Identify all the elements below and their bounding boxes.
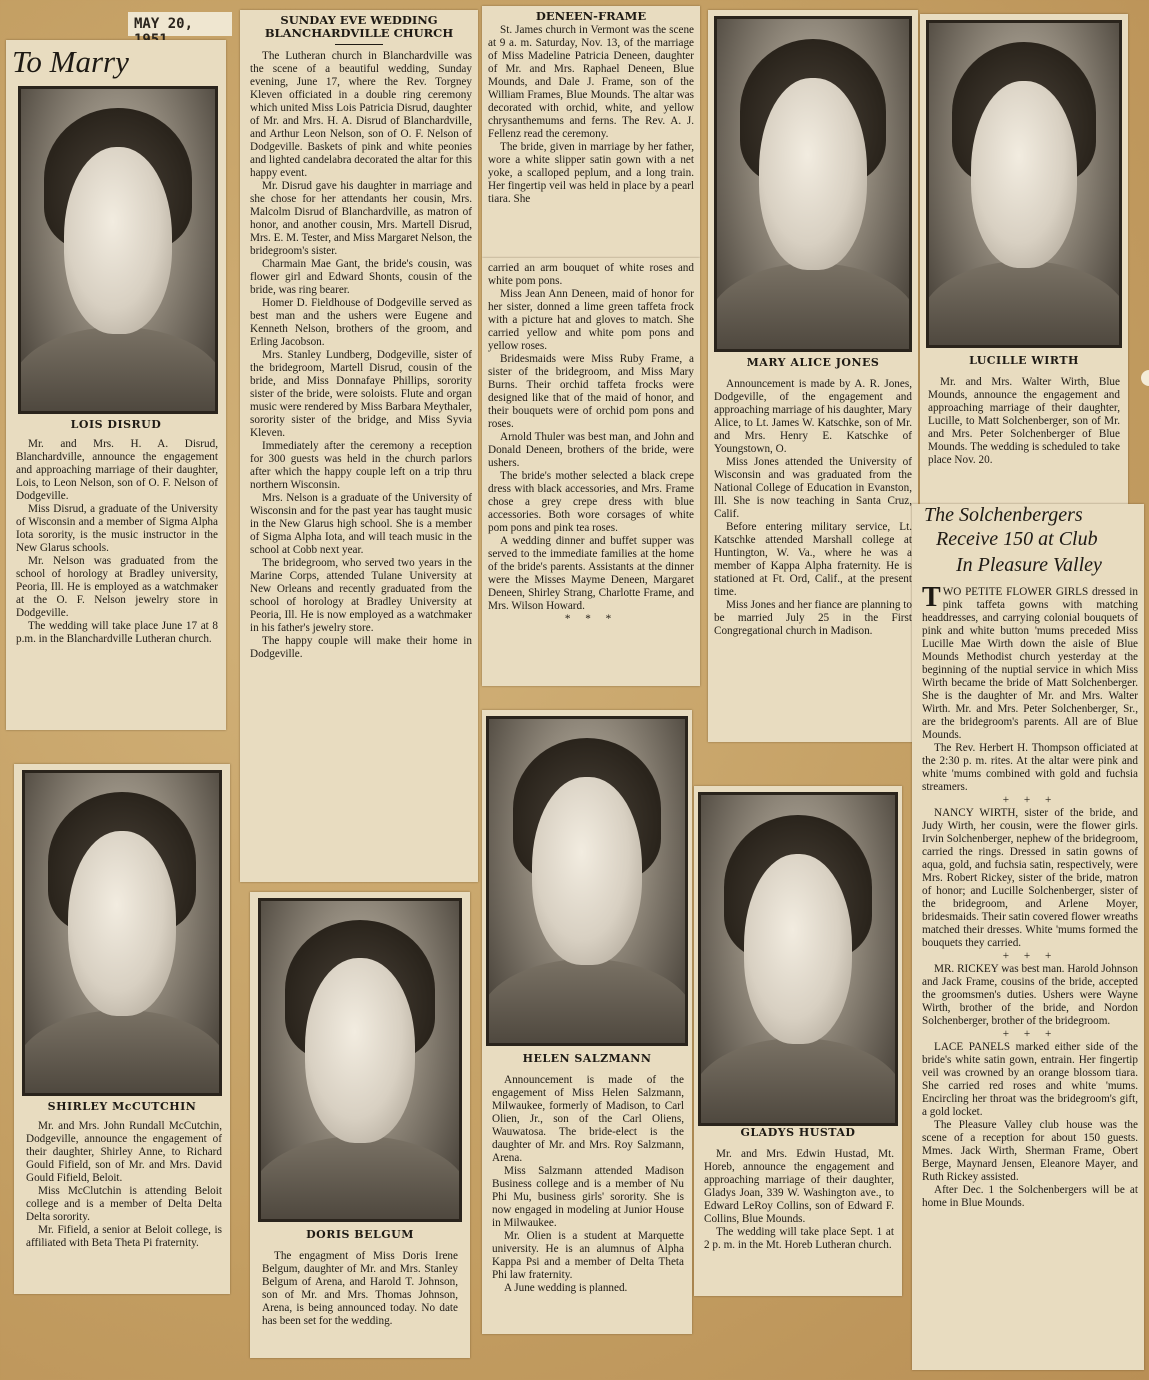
article-deneen-part1: St. James church in Vermont was the scene at 9 a. m. Saturday, Nov. 13, of the marriage of Miss Madeline Patricia Deneen, daughter of Mr. and Mrs. Raphael Deneen, Blue Mounds, and Dale J. Frame, son of the William Frames, Blue Mounds. The altar was decorated with orchid, white, and yellow chrysanthemums and ferns. The Rev. A. J. Fellenz read the ceremony. The bride, given in marriage by her father, wore a white slipper satin gown with a net yoke, a scalloped peplum, and a long train. Her fingertip veil was held in place by a pearl tiara. She <box>488 24 694 205</box>
headline-deneen-frame: DENEEN-FRAME <box>535 9 647 23</box>
clipping-deneen-frame-top <box>482 6 700 258</box>
article-helen: Announcement is made of the engagement of Miss Helen Salzmann, Milwaukee, formerly of Madison, to Carl Olien, Jr., son of the Carl Oliens, Wauwatosa. The bride-elect is the daughter of Mr. and Mrs. Roy Salzmann, Arena. Miss Salzmann attended Madison Business college and is a member of Nu Phi Mu, business girls' sorority. She is now engaged in modeling at Junior House in Milwaukee. Mr. Olien is a student at Marquette university. He is an alumnus of Alpha Kappa Psi and a member of Delta Theta Phi law fraternity. A June wedding is planned. <box>492 1074 684 1294</box>
headline-solchenbergers-line1: The Solchenbergers <box>924 504 1083 526</box>
drop-cap: T <box>922 582 941 613</box>
article-sunday-wedding: The Lutheran church in Blanchardville was the scene of a beautiful wedding, Sunday evening, June 17, where the Rev. Torgney Kleven officiated in a double ring ceremony which united Miss Lois Patricia Disrud, daughter of Mr. and Mrs. H. A. Disrud of Blanchardville, and Arthur Leon Nelson, son of O. F. Nelson of Dodgeville. Baskets of pink and white peonies and lighted candelabra decorated the altar for this happy event. Mr. Disrud gave his daughter in marriage and she chose for her attendants her cousin, Mrs. Malcolm Disrud of Blanchardville, as matron of honor, and another cousin, Mrs. Martell Disrud, Mrs. E. M. Tester, and Miss Margaret Nelson, the bridegroom's sister. Charmain Mae Gant, the bride's cousin, was flower girl and Edward Shonts, cousin of the bride, was ring bearer. Homer D. Fieldhouse of Dodgeville served as best man and the ushers were Eugene and Kenneth Nelson, brothers of the groom, and Erling Jacobson. Mrs. Stanley Lundberg, Dodgeville, sister of the bridegroom, Martell Disrud, cousin of the bride, and Miss Donnafaye Phillips, sorority sister of the bride, were soloists. Flute and organ music were rendered by Miss Barbara Meythaler, sorority sister of the bridge, and Miss Syvia Kleven. Immediately after the ceremony a reception for 300 guests was held in the church parlors after which the happy couple left on a trip thru northern Wisconsin. Mrs. Nelson is a graduate of the University of Wisconsin and for the past year has taught music in the New Glarus high school. She is a member of Sigma Alpha Iota, and will teach music in the school at Cobb next year. The bridegroom, who served two years in the Marine Corps, attended Tulane University at New Orleans and recently graduated from the school of horology at Bradley University at Peoria, Ill. He is now employed as a watchmaker in his father's jewelry store. The happy couple will make their home in Dodgeville. <box>250 50 472 660</box>
article-solchenbergers: T WO PETITE FLOWER GIRLS dressed in pink taffeta gowns with matching headdresses, and carrying colonial bouquets of pink and white button 'mums preceded Miss Lucille Mae Wirth down the aisle of Blue Mounds Methodist church yesterday at the beginning of the nuptial service in which Miss Wirth became the bride of Matt Solchenberger. She is the daughter of Mr. and Mrs. Walter Wirth. Mr. and Mrs. Peter Solchenberger, Sr., are the bridegroom's parents. All are of Blue Mounds. The Rev. Herbert H. Thompson officiated at the 2:30 p. m. rites. At the altar were pink and white 'mums combined with gold and fuchsia streamers. + + + NANCY WIRTH, sister of the bride, and Judy Wirth, her cousin, were the flower girls. Irvin Solchenberger, nephew of the bridegroom, carried the rings. Dressed in satin gowns of aqua, gold, and fuchsia satin, respectively, were Mrs. Robert Rickey, sister of the bride, matron of honor; and Lucille Solchenberger, sister of the bridegroom, and Arlene Moyer, bridesmaids. Their satin covered flower wreaths matched their dresses. White 'mums formed the bouquets they carried. + + + MR. RICKEY was best man. Harold Johnson and Jack Frame, cousins of the bride, accepted the groomsmen's duties. Ushers were Wayne Wirth, brother of the bride, and Nordon Solchenberger, brother of the bridegroom. + + + LACE PANELS marked either side of the bride's white satin gown, entrain. Her fingertip veil was crowned by an orange blossom tiara. She carried red roses and white 'mums. Encircling her throat was the bridegroom's gift, a gold locket. The Pleasure Valley club house was the scene of a reception for about 150 guests. Mmes. Jack Wirth, Sherman Frame, Obert Berge, Maynard Jensen, Eleanore Mayer, and Ruth Rickey assisted. After Dec. 1 the Solchenbergers will be at home in Blue Mounds. <box>922 582 1138 1209</box>
caption-lois-disrud: LOIS DISRUD <box>70 418 162 431</box>
article-shirley: Mr. and Mrs. John Rundall McCutchin, Dodgeville, announce the engagement of their daughter, Shirley Anne, to Richard Gould Fifield, son of Mr. and Mrs. David Gould Fifield, Beloit. Miss McClutchin is attending Beloit college and is a member of Delta Delta Delta sorority. Mr. Fifield, a senior at Beloit college, is affiliated with Beta Theta Pi fraternity. <box>26 1120 222 1249</box>
binder-punch-hole <box>1141 370 1149 386</box>
clipping-gladys-hustad <box>694 786 902 1296</box>
article-lois: Mr. and Mrs. H. A. Disrud, Blanchardville, announce the engagement and approaching marriage of their daughter, Lois, to Leon Nelson, son of O. F. Nelson of Dodgeville. Miss Disrud, a graduate of the University of Wisconsin and a member of Sigma Alpha Iota sorority, is the music instructor in the New Glarus schools. Mr. Nelson was graduated from the school of horology at Bradley university, Peoria, Ill. He is employed as a watchmaker at the O. F. Nelson jewelry store in Dodgeville. The wedding will take place June 17 at 8 p.m. in the Blanchardville Lutheran church. <box>16 438 218 645</box>
caption-gladys-hustad: GLADYS HUSTAD <box>740 1126 856 1139</box>
portrait-photo-shirley <box>22 770 222 1096</box>
article-deneen-part2: carried an arm bouquet of white roses and white pom pons. Miss Jean Ann Deneen, maid of honor for her sister, donned a lime green taffeta frock with a picture hat and gloves to match. She carried yellow and white pom pons and yellow roses. Bridesmaids were Miss Ruby Frame, a sister of the bridegroom, and Miss Mary Burns. Their orchid taffeta frocks were designed like that of the maid of honor, and their bouquets were of orchid pom pons and roses. Arnold Thuler was best man, and John and Donald Deneen, brothers of the bride, were ushers. The bride's mother selected a black crepe dress with black accessories, and Mrs. Frame chose a grey crepe dress with blue accessories. Both wore corsages of white pom pons and pink tea roses. A wedding dinner and buffet supper was served to the immediate families at the home of the bride's parents. Assistants at the dinner were the Misses Mayme Deneen, Margaret Deneen, Shirley Strang, Charlotte Frame, and Mrs. Wilson Howard. * * * <box>488 262 694 625</box>
portrait-photo-lucille <box>926 20 1122 348</box>
headline-sunday-eve: SUNDAY EVE WEDDING <box>280 13 438 27</box>
portrait-photo-gladys <box>698 792 898 1126</box>
headline-solchenbergers-line3: In Pleasure Valley <box>956 554 1102 576</box>
headline-rule <box>335 44 383 45</box>
clipping-solchenbergers <box>912 504 1144 1370</box>
caption-helen-salzmann: HELEN SALZMANN <box>522 1052 652 1065</box>
caption-doris-belgum: DORIS BELGUM <box>306 1228 414 1241</box>
clipping-lois-disrud <box>6 40 226 730</box>
clipping-sunday-wedding <box>240 10 478 882</box>
date-stamp: MAY 20, <box>128 12 232 36</box>
to-marry-header: To Marry <box>12 44 129 79</box>
caption-lucille-wirth: LUCILLE WIRTH <box>969 354 1079 367</box>
clipping-lucille-wirth <box>920 14 1128 504</box>
portrait-photo-lois <box>18 86 218 414</box>
article-doris: The engagment of Miss Doris Irene Belgum, daughter of Mr. and Mrs. Stanley Belgum of Arena, and Harold T. Johnson, son of Mr. and Mrs. Thomas Johnson, Arena, is being announced today. No date has been set for the wedding. <box>262 1250 458 1327</box>
portrait-photo-mary <box>714 16 912 352</box>
clipping-mary-alice-jones <box>708 10 918 742</box>
separator-stars: * * * <box>564 613 618 625</box>
clipping-shirley-mccutchin <box>14 764 230 1294</box>
headline-blanchardville-church: BLANCHARDVILLE CHURCH <box>264 26 454 40</box>
clipping-helen-salzmann <box>482 710 692 1334</box>
article-lucille: Mr. and Mrs. Walter Wirth, Blue Mounds, announce the engagement and approaching marriage of their daughter, Lucille, to Matt Solchenberger, son of Mr. and Mrs. Peter Solchenberger of Blue Mounds. The wedding is scheduled to take place Nov. 20. <box>928 376 1120 466</box>
headline-solchenbergers-line2: Receive 150 at Club <box>936 528 1098 550</box>
article-mary: Announcement is made by A. R. Jones, Dodgeville, of the engagement and approaching marriage of his daughter, Mary Alice, to Lt. James W. Katschke, son of Mr. and Mrs. Henry E. Katschke of Youngstown, O. Miss Jones attended the University of Wisconsin and was graduated from the National College of Education in Evanston, Ill. She is now teaching in Santa Cruz, Calif. Before entering military service, Lt. Katschke attended Marshall college at Huntington, W. Va., where he was a member of Kappa Alpha fraternity. He is stationed at Ft. Ord, Calif., at the present time. Miss Jones and her fiance are planning to be married July 25 in the First Congregational church in Madison. <box>714 378 912 637</box>
caption-mary-alice-jones: MARY ALICE JONES <box>746 356 880 369</box>
caption-shirley-mccutchin: SHIRLEY McCUTCHIN <box>47 1100 197 1113</box>
clipping-doris-belgum <box>250 892 470 1358</box>
clipping-deneen-frame-bottom <box>482 258 700 686</box>
portrait-photo-doris <box>258 898 462 1222</box>
portrait-photo-helen <box>486 716 688 1046</box>
article-gladys: Mr. and Mrs. Edwin Hustad, Mt. Horeb, announce the engagement and approaching marriage of their daughter, Gladys Joan, 339 W. Washington ave., to Edward LeRoy Collins, son of Edward F. Collins, Blue Mounds. The wedding will take place Sept. 1 at 2 p. m. in the Mt. Horeb Lutheran church. <box>704 1148 894 1251</box>
